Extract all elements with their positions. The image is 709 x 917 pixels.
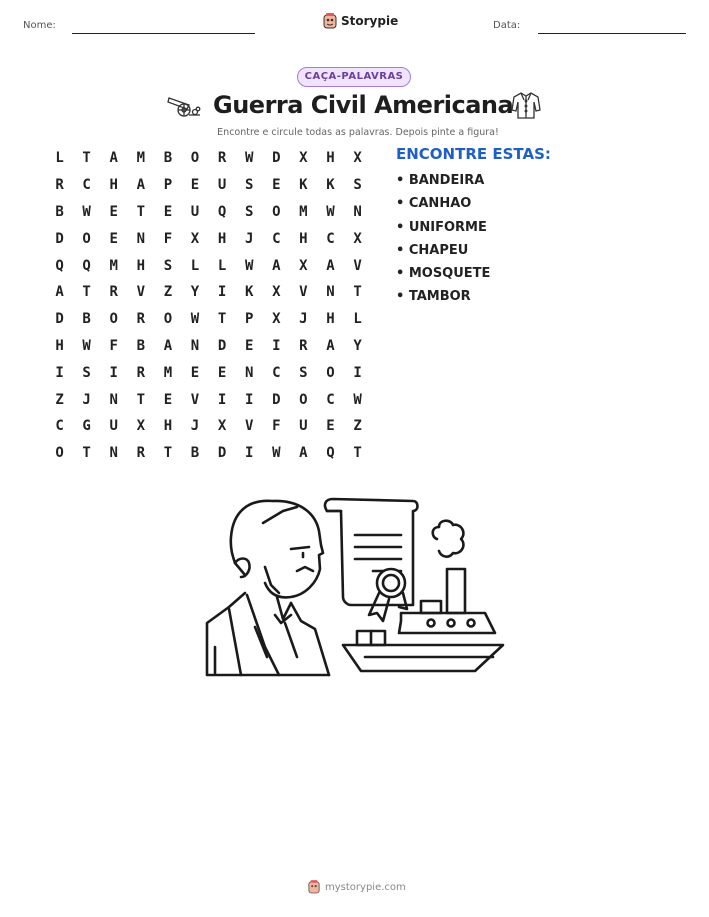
grid-letter[interactable]: S xyxy=(244,177,254,194)
grid-letter[interactable]: O xyxy=(326,364,335,381)
grid-letter[interactable]: O xyxy=(109,311,118,328)
grid-letter[interactable]: N xyxy=(190,337,200,354)
brand-name: Storypie xyxy=(341,14,399,28)
grid-letter[interactable]: T xyxy=(82,445,91,462)
grid-letter[interactable]: U xyxy=(109,418,118,435)
grid-row xyxy=(46,306,371,333)
grid-letter[interactable]: J xyxy=(244,230,254,247)
grid-letter[interactable]: S xyxy=(353,177,362,194)
coloring-illustration xyxy=(205,497,507,682)
grid-letter[interactable]: R xyxy=(136,445,146,462)
grid-letter[interactable]: D xyxy=(217,445,227,462)
instructions: Encontre e circule todas as palavras. Depois pinte a figura! xyxy=(217,127,499,138)
date-label: Data: xyxy=(493,20,521,31)
grid-letter[interactable]: L xyxy=(353,311,362,328)
grid-letter[interactable]: E xyxy=(190,364,200,381)
grid-letter[interactable]: E xyxy=(163,203,173,220)
grid-letter[interactable]: S xyxy=(82,364,91,381)
grid-letter[interactable]: M xyxy=(109,257,118,274)
grid-letter[interactable]: E xyxy=(109,230,118,247)
grid-letter[interactable]: J xyxy=(299,311,308,328)
grid-letter[interactable]: H xyxy=(326,150,335,167)
grid-letter[interactable]: Z xyxy=(55,391,64,408)
grid-letter[interactable]: F xyxy=(109,337,118,354)
grid-letter[interactable]: Q xyxy=(217,203,227,220)
grid-letter[interactable]: E xyxy=(109,203,118,220)
lincoln-portrait-illustration xyxy=(207,501,329,675)
grid-letter[interactable]: M xyxy=(299,203,308,220)
page-title: Guerra Civil Americana xyxy=(213,91,514,119)
grid-letter[interactable]: F xyxy=(163,230,173,247)
grid-letter[interactable]: I xyxy=(244,445,254,462)
grid-letter[interactable]: C xyxy=(326,391,335,408)
grid-letter[interactable]: R xyxy=(299,337,308,354)
grid-letter[interactable]: X xyxy=(272,284,281,301)
grid-letter[interactable]: Z xyxy=(163,284,173,301)
grid-letter[interactable]: A xyxy=(326,257,335,274)
steamboat-illustration xyxy=(343,521,503,671)
cannon-icon xyxy=(167,92,201,118)
grid-letter[interactable]: X xyxy=(353,150,362,167)
grid-letter[interactable]: I xyxy=(272,337,281,354)
word-list-item: • TAMBOR xyxy=(396,289,471,305)
grid-letter[interactable]: N xyxy=(136,230,146,247)
grid-letter[interactable]: I xyxy=(109,364,118,381)
grid-letter[interactable]: L xyxy=(55,150,64,167)
grid-letter[interactable]: C xyxy=(326,230,335,247)
grid-letter[interactable]: E xyxy=(326,418,335,435)
grid-letter[interactable]: C xyxy=(55,418,64,435)
grid-letter[interactable]: A xyxy=(272,257,281,274)
grid-letter[interactable]: D xyxy=(272,391,281,408)
grid-letter[interactable]: B xyxy=(55,203,64,220)
grid-row xyxy=(46,413,371,440)
grid-letter[interactable]: B xyxy=(82,311,91,328)
grid-letter[interactable]: X xyxy=(353,230,362,247)
name-label: Nome: xyxy=(23,20,56,31)
grid-letter[interactable]: T xyxy=(163,445,173,462)
grid-letter[interactable]: H xyxy=(217,230,227,247)
grid-letter[interactable]: W xyxy=(190,311,200,328)
grid-letter[interactable]: D xyxy=(55,311,64,328)
grid-row xyxy=(46,440,371,467)
grid-letter[interactable]: T xyxy=(136,203,146,220)
grid-letter[interactable]: I xyxy=(353,364,362,381)
grid-letter[interactable]: C xyxy=(82,177,91,194)
grid-letter[interactable]: R xyxy=(217,150,227,167)
grid-letter[interactable]: Y xyxy=(190,284,200,301)
grid-letter[interactable]: N xyxy=(244,364,254,381)
grid-letter[interactable]: R xyxy=(55,177,64,194)
grid-letter[interactable]: T xyxy=(353,445,362,462)
grid-letter[interactable]: E xyxy=(272,177,281,194)
grid-letter[interactable]: W xyxy=(272,445,281,462)
grid-letter[interactable]: V xyxy=(136,284,146,301)
grid-letter[interactable]: H xyxy=(299,230,308,247)
grid-letter[interactable]: X xyxy=(299,257,308,274)
grid-letter[interactable]: B xyxy=(136,337,146,354)
grid-letter[interactable]: G xyxy=(82,418,91,435)
word-list-title: ENCONTRE ESTAS: xyxy=(396,145,551,163)
grid-row xyxy=(46,145,371,172)
grid-letter[interactable]: K xyxy=(326,177,335,194)
grid-letter[interactable]: U xyxy=(217,177,227,194)
grid-letter[interactable]: X xyxy=(299,150,308,167)
grid-letter[interactable]: U xyxy=(299,418,308,435)
grid-letter[interactable]: M xyxy=(163,364,173,381)
name-line[interactable] xyxy=(72,33,255,34)
grid-letter[interactable]: S xyxy=(299,364,308,381)
grid-letter[interactable]: P xyxy=(163,177,173,194)
grid-letter[interactable]: F xyxy=(272,418,281,435)
grid-letter[interactable]: T xyxy=(353,284,362,301)
grid-letter[interactable]: V xyxy=(353,257,362,274)
grid-letter[interactable]: T xyxy=(217,311,227,328)
grid-letter[interactable]: R xyxy=(136,311,146,328)
grid-letter[interactable]: J xyxy=(82,391,91,408)
grid-letter[interactable]: V xyxy=(190,391,200,408)
shirt-icon xyxy=(511,90,541,120)
grid-row xyxy=(46,225,371,252)
grid-letter[interactable]: E xyxy=(217,364,227,381)
grid-letter[interactable]: K xyxy=(244,284,254,301)
grid-letter[interactable]: I xyxy=(217,391,227,408)
grid-letter[interactable]: O xyxy=(55,445,64,462)
grid-letter[interactable]: V xyxy=(299,284,308,301)
grid-letter[interactable]: R xyxy=(136,364,146,381)
grid-letter[interactable]: W xyxy=(244,257,254,274)
grid-letter[interactable]: K xyxy=(299,177,308,194)
grid-letter[interactable]: D xyxy=(272,150,281,167)
word-list-item: • CHAPEU xyxy=(396,242,469,258)
grid-letter[interactable]: H xyxy=(136,257,146,274)
grid-row xyxy=(46,199,371,226)
grid-letter[interactable]: S xyxy=(244,203,254,220)
storypie-logo-icon xyxy=(323,13,337,29)
grid-letter[interactable]: D xyxy=(217,337,227,354)
grid-letter[interactable]: L xyxy=(190,257,200,274)
grid-letter[interactable]: Q xyxy=(55,257,64,274)
grid-letter[interactable]: C xyxy=(272,364,281,381)
grid-row xyxy=(46,172,371,199)
grid-letter[interactable]: I xyxy=(217,284,227,301)
grid-letter[interactable]: U xyxy=(190,203,200,220)
grid-letter[interactable]: W xyxy=(353,391,362,408)
date-line[interactable] xyxy=(538,33,686,34)
footer xyxy=(308,880,406,894)
grid-letter[interactable]: N xyxy=(326,284,335,301)
grid-letter[interactable]: W xyxy=(326,203,335,220)
word-search-grid xyxy=(46,145,371,467)
word-list-item: • MOSQUETE xyxy=(396,266,491,282)
grid-letter[interactable]: X xyxy=(190,230,200,247)
grid-letter[interactable]: X xyxy=(136,418,146,435)
grid-letter[interactable]: E xyxy=(244,337,254,354)
grid-letter[interactable]: J xyxy=(190,418,200,435)
storypie-logo-icon xyxy=(308,880,320,894)
footer-url[interactable]: mystorypie.com xyxy=(325,881,406,893)
grid-letter[interactable]: L xyxy=(217,257,227,274)
grid-letter[interactable]: H xyxy=(109,177,118,194)
grid-letter[interactable]: D xyxy=(55,230,64,247)
grid-letter[interactable]: O xyxy=(163,311,173,328)
grid-letter[interactable]: M xyxy=(136,150,146,167)
grid-letter[interactable]: A xyxy=(163,337,173,354)
grid-letter[interactable]: O xyxy=(299,391,308,408)
grid-letter[interactable]: N xyxy=(109,391,118,408)
word-list-item: • BANDEIRA xyxy=(396,173,485,188)
grid-letter[interactable]: A xyxy=(109,150,118,167)
grid-letter[interactable]: Y xyxy=(353,337,362,354)
grid-letter[interactable]: T xyxy=(82,150,91,167)
grid-letter[interactable]: W xyxy=(82,337,91,354)
grid-row xyxy=(46,333,371,360)
grid-letter[interactable]: H xyxy=(326,311,335,328)
grid-letter[interactable]: I xyxy=(55,364,64,381)
grid-letter[interactable]: T xyxy=(136,391,146,408)
grid-letter[interactable]: R xyxy=(109,284,118,301)
grid-letter[interactable]: E xyxy=(190,177,200,194)
grid-letter[interactable]: N xyxy=(109,445,118,462)
grid-row xyxy=(46,359,371,386)
grid-row xyxy=(46,386,371,413)
grid-letter[interactable]: O xyxy=(190,150,200,167)
grid-letter[interactable]: O xyxy=(272,203,281,220)
grid-letter[interactable]: Q xyxy=(326,445,335,462)
grid-letter[interactable]: C xyxy=(272,230,281,247)
grid-letter[interactable]: H xyxy=(55,337,64,354)
grid-letter[interactable]: X xyxy=(217,418,227,435)
grid-letter[interactable]: A xyxy=(136,177,146,194)
grid-letter[interactable]: A xyxy=(299,445,308,462)
grid-letter[interactable]: N xyxy=(353,203,362,220)
grid-letter[interactable]: S xyxy=(163,257,173,274)
word-list xyxy=(396,172,490,312)
grid-letter[interactable]: I xyxy=(244,391,254,408)
category-badge: CAÇA-PALAVRAS xyxy=(297,67,411,87)
word-list-item: • UNIFORME xyxy=(396,219,487,235)
grid-letter[interactable]: P xyxy=(244,311,254,328)
grid-letter[interactable]: O xyxy=(82,230,91,247)
grid-letter[interactable]: B xyxy=(190,445,200,462)
grid-letter[interactable]: W xyxy=(244,150,254,167)
grid-row xyxy=(46,252,371,279)
grid-letter[interactable]: A xyxy=(326,337,335,354)
grid-letter[interactable]: Z xyxy=(353,418,362,435)
grid-letter[interactable]: W xyxy=(82,203,91,220)
grid-letter[interactable]: Q xyxy=(82,257,91,274)
grid-row xyxy=(46,279,371,306)
scroll-document-illustration xyxy=(325,499,418,621)
grid-letter[interactable]: T xyxy=(82,284,91,301)
grid-letter[interactable]: H xyxy=(163,418,173,435)
grid-letter[interactable]: V xyxy=(244,418,254,435)
storypie-brand xyxy=(323,13,398,29)
grid-letter[interactable]: A xyxy=(55,284,64,301)
grid-letter[interactable]: X xyxy=(272,311,281,328)
grid-letter[interactable]: E xyxy=(163,391,173,408)
word-list-item: • CANHAO xyxy=(396,196,472,212)
grid-letter[interactable]: B xyxy=(163,150,173,167)
